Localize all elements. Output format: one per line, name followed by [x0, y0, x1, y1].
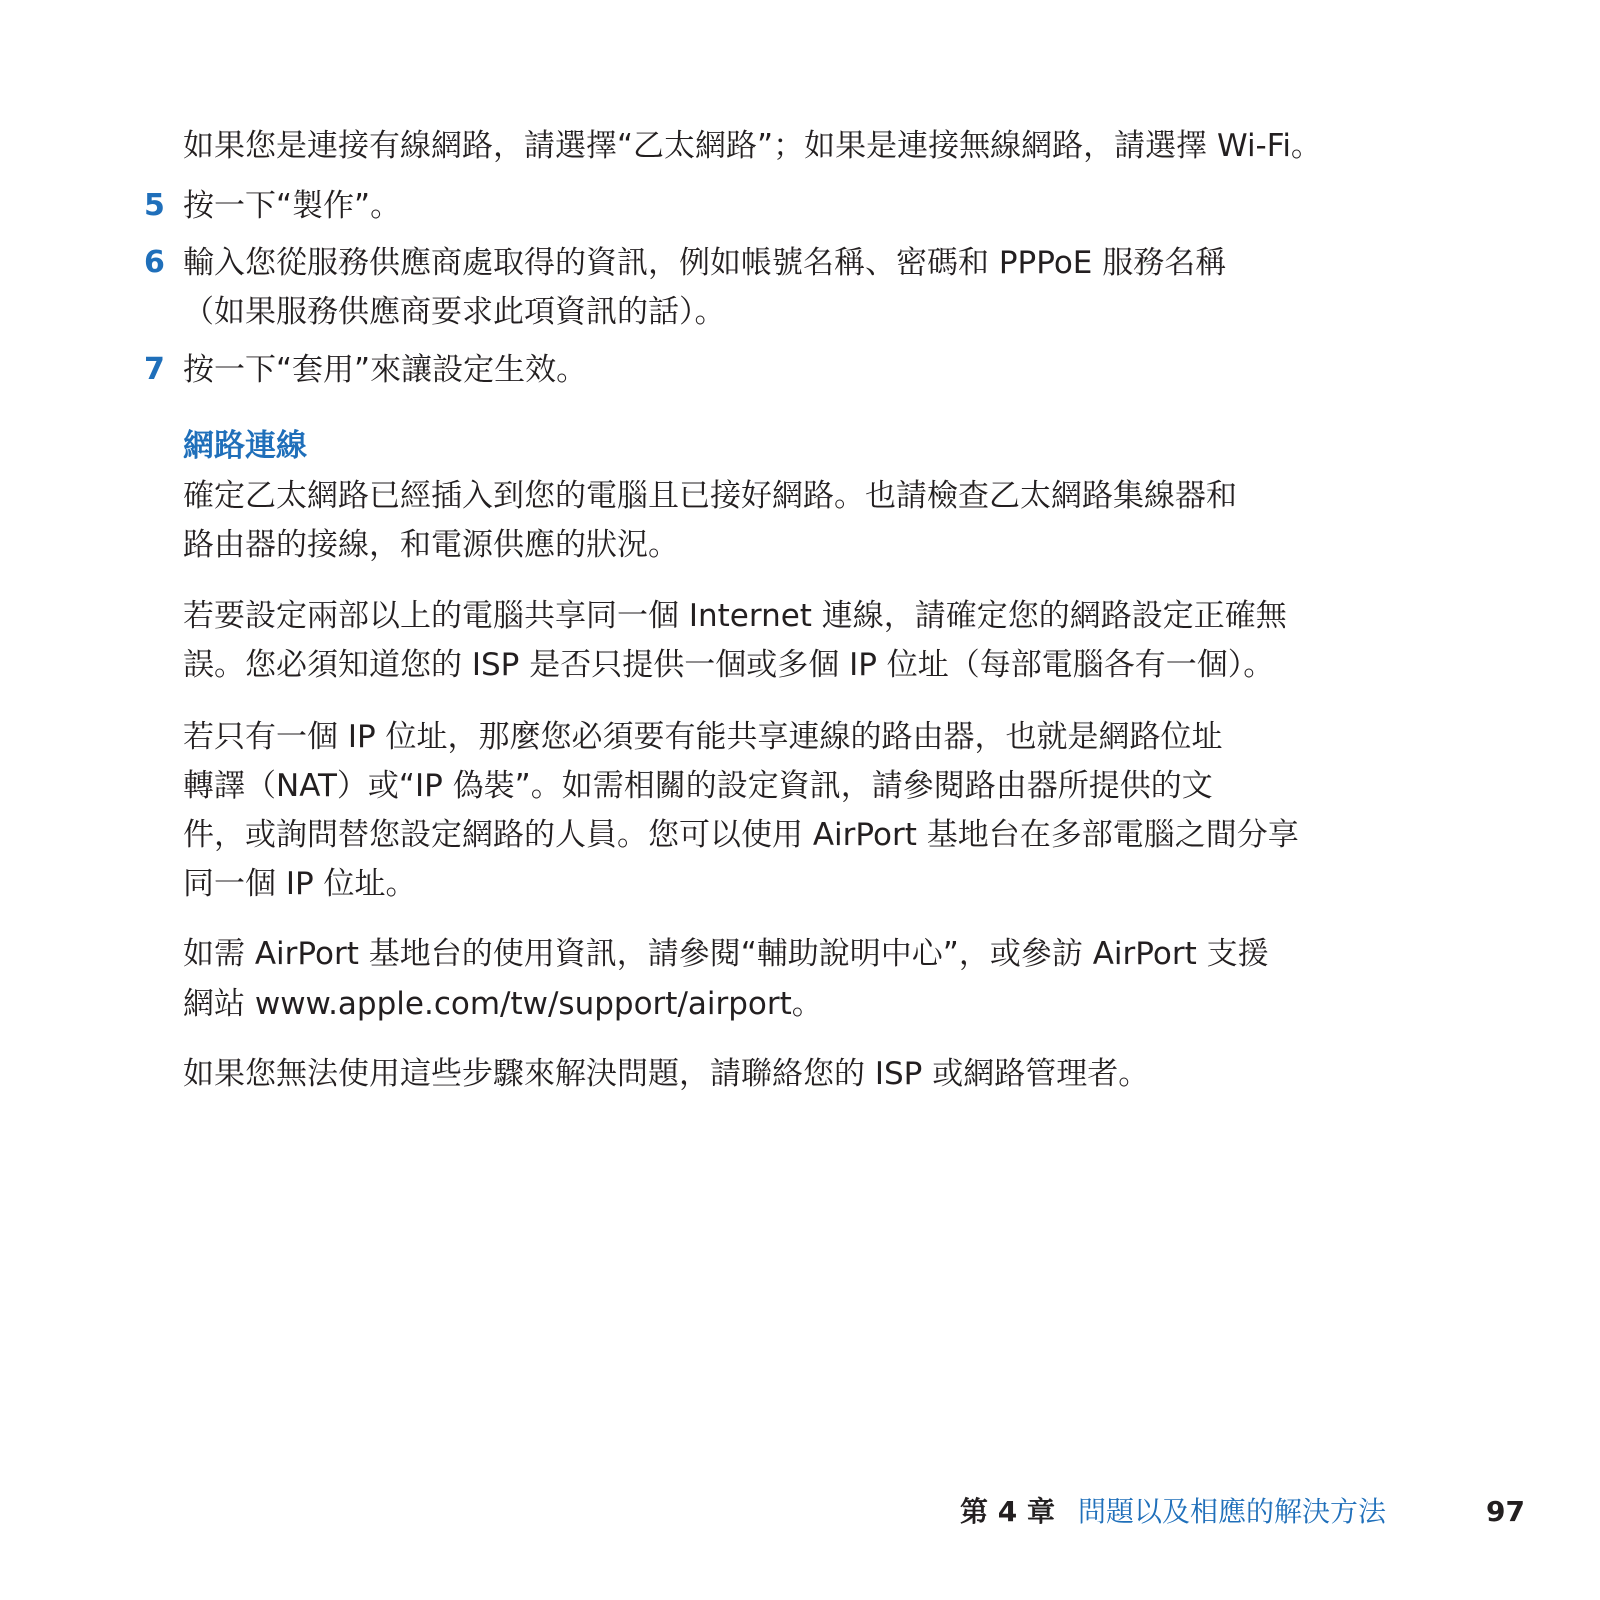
intro-line: 如果您是連接有線網路，請選擇“乙太網路”；如果是連接無線網路，請選擇 Wi-Fi。 — [183, 128, 1322, 164]
footer-chapter-label: 第 4 章 — [960, 1495, 1055, 1528]
paragraph-3-line-4: 同一個 IP 位址。 — [183, 866, 417, 902]
paragraph-1-line-2: 路由器的接線，和電源供應的狀況。 — [183, 527, 679, 563]
footer-page-number: 97 — [1486, 1495, 1525, 1528]
paragraph-1-line-1: 確定乙太網路已經插入到您的電腦且已接好網路。也請檢查乙太網路集線器和 — [183, 478, 1237, 514]
paragraph-4-line-2: 網站 www.apple.com/tw/support/airport。 — [183, 986, 823, 1022]
paragraph-3-line-2: 轉譯（NAT）或“IP 偽裝”。如需相關的設定資訊，請參閱路由器所提供的文 — [183, 768, 1213, 804]
paragraph-4-line-1: 如需 AirPort 基地台的使用資訊，請參閱“輔助說明中心”，或參訪 AirPort 支援 — [183, 936, 1269, 972]
paragraph-5-line-1: 如果您無法使用這些步驟來解決問題，請聯絡您的 ISP 或網路管理者。 — [183, 1056, 1150, 1092]
step-number-6: 6 — [144, 245, 165, 280]
section-heading: 網路連線 — [183, 428, 307, 464]
paragraph-2-line-1: 若要設定兩部以上的電腦共享同一個 Internet 連線，請確定您的網路設定正確無 — [183, 598, 1287, 634]
step-5-text: 按一下“製作”。 — [183, 188, 402, 224]
step-6-text-line-1: 輸入您從服務供應商處取得的資訊，例如帳號名稱、密碼和 PPPoE 服務名稱 — [183, 245, 1227, 281]
step-6-text-line-2: （如果服務供應商要求此項資訊的話）。 — [183, 294, 726, 330]
step-number-7: 7 — [144, 352, 165, 387]
step-7-text: 按一下“套用”來讓設定生效。 — [183, 352, 588, 388]
paragraph-3-line-1: 若只有一個 IP 位址，那麼您必須要有能共享連線的路由器，也就是網路位址 — [183, 719, 1223, 755]
paragraph-3-line-3: 件，或詢問替您設定網路的人員。您可以使用 AirPort 基地台在多部電腦之間分享 — [183, 817, 1299, 853]
paragraph-2-line-2: 誤。您必須知道您的 ISP 是否只提供一個或多個 IP 位址（每部電腦各有一個）。 — [183, 647, 1275, 683]
step-number-5: 5 — [144, 188, 165, 223]
footer-chapter-title: 問題以及相應的解決方法 — [1078, 1495, 1387, 1528]
